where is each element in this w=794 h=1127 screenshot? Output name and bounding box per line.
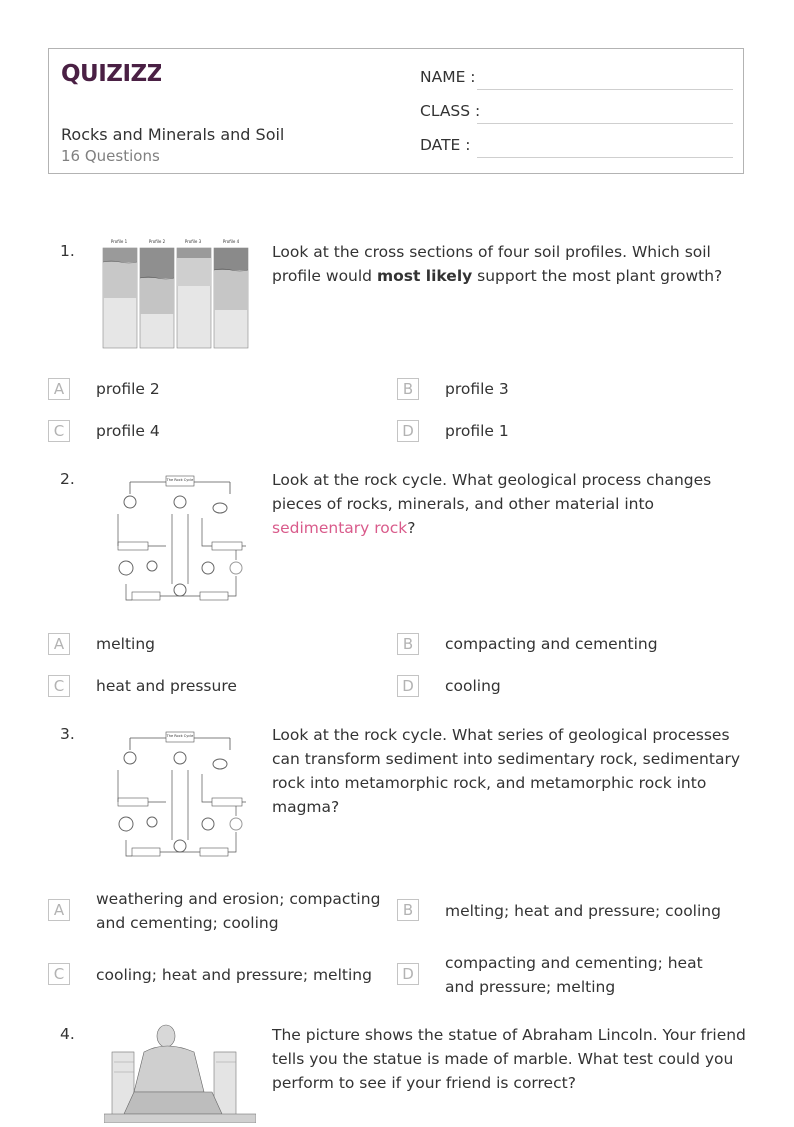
soil-profiles-image [102, 238, 252, 354]
option-a-box[interactable]: A [48, 378, 70, 400]
name-line[interactable] [477, 89, 733, 90]
question-number: 4. [60, 1025, 75, 1043]
svg-text:Profile 3: Profile 3 [184, 239, 202, 244]
option-b-text[interactable]: profile 3 [445, 380, 509, 398]
option-b-text[interactable]: melting; heat and pressure; cooling [445, 902, 721, 920]
question-number: 1. [60, 242, 75, 260]
option-d-box[interactable]: D [397, 420, 419, 442]
question-text: Look at the rock cycle. What geological process changes pieces of rocks, minerals, and other material into sedimentary rock? [272, 471, 712, 537]
option-d-box[interactable]: D [397, 963, 419, 985]
question-count: 16 Questions [61, 147, 160, 165]
highlighted-term: sedimentary rock [272, 519, 408, 537]
option-b-text[interactable]: compacting and cementing [445, 635, 658, 653]
option-d-box[interactable]: D [397, 675, 419, 697]
option-c-text[interactable]: heat and pressure [96, 677, 237, 695]
class-label: CLASS : [420, 102, 481, 120]
svg-text:Profile 2: Profile 2 [148, 239, 166, 244]
option-b-box[interactable]: B [397, 899, 419, 921]
option-a-box[interactable]: A [48, 899, 70, 921]
option-c-box[interactable]: C [48, 963, 70, 985]
svg-text:Profile 4: Profile 4 [222, 239, 240, 244]
rock-cycle-diagram [112, 730, 248, 868]
date-label: DATE : [420, 136, 471, 154]
question-text: Look at the cross sections of four soil profiles. Which soil profile would most likely support the most plant growth? [272, 243, 723, 285]
option-d-text[interactable]: cooling [445, 677, 501, 695]
option-d-text[interactable]: compacting and cementing; heat and pressure; melting [445, 954, 703, 996]
quiz-title: Rocks and Minerals and Soil [61, 125, 285, 144]
option-d-text[interactable]: profile 1 [445, 422, 509, 440]
question-number: 3. [60, 725, 75, 743]
rock-cycle-diagram [112, 474, 248, 612]
option-a-text[interactable]: melting [96, 635, 155, 653]
question-number: 2. [60, 470, 75, 488]
option-b-box[interactable]: B [397, 633, 419, 655]
option-a-text[interactable]: weathering and erosion; compacting and cementing; cooling [96, 890, 381, 932]
question-text: The picture shows the statue of Abraham Lincoln. Your friend tells you the statue is made of marble. What test could you perform to see if your friend is correct? [272, 1026, 746, 1092]
quizizz-logo [61, 57, 161, 93]
option-c-box[interactable]: C [48, 420, 70, 442]
svg-text:Profile 1: Profile 1 [110, 239, 128, 244]
question-text: Look at the rock cycle. What series of geological processes can transform sediment into sedimentary rock, sedimentary rock into metamorphic rock, and metamorphic rock into magma? [272, 726, 740, 816]
date-line[interactable] [477, 157, 733, 158]
name-label: NAME : [420, 68, 476, 86]
option-b-box[interactable]: B [397, 378, 419, 400]
option-c-text[interactable]: cooling; heat and pressure; melting [96, 966, 372, 984]
class-line[interactable] [477, 123, 733, 124]
worksheet-header [48, 48, 744, 174]
option-c-text[interactable]: profile 4 [96, 422, 160, 440]
svg-text:The Rock Cycle: The Rock Cycle [166, 478, 194, 482]
option-c-box[interactable]: C [48, 675, 70, 697]
svg-text:The Rock Cycle: The Rock Cycle [166, 734, 194, 738]
option-a-box[interactable]: A [48, 633, 70, 655]
svg-text:QUIZIZZ: QUIZIZZ [61, 61, 161, 87]
option-a-text[interactable]: profile 2 [96, 380, 160, 398]
lincoln-statue-image [104, 1022, 256, 1127]
